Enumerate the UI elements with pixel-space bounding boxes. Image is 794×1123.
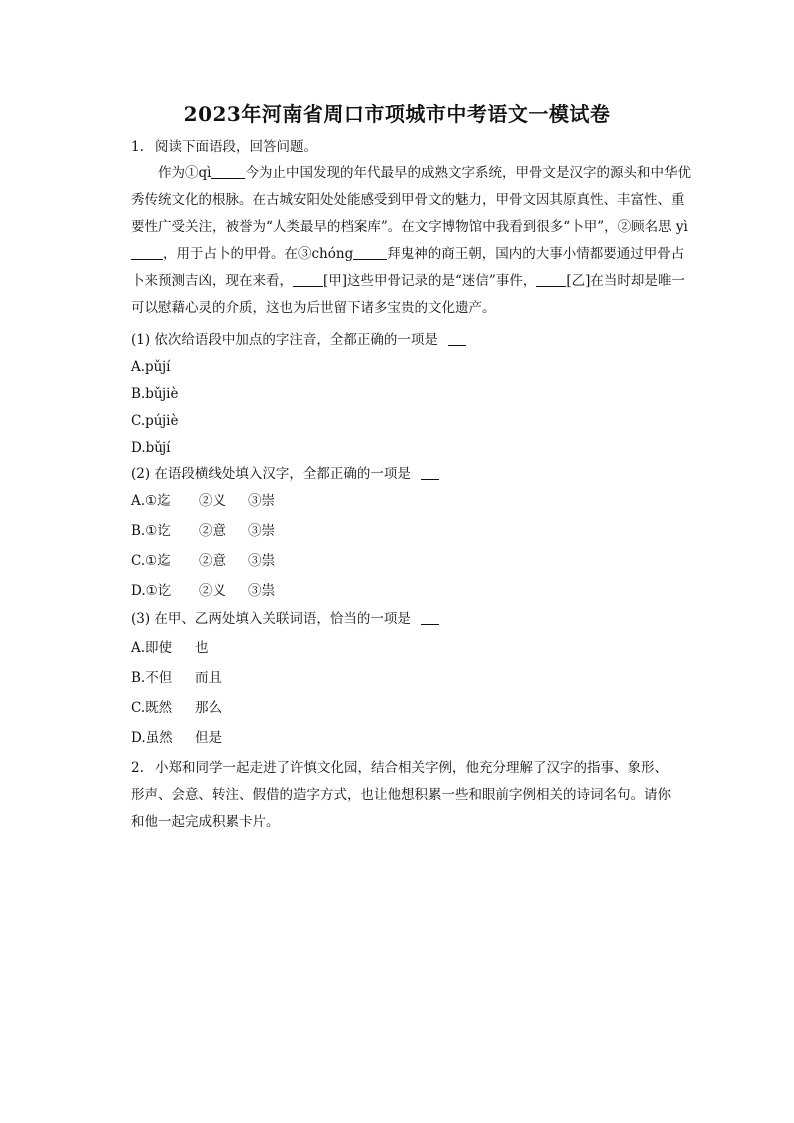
answer-blank (421, 610, 439, 625)
option-row (131, 385, 179, 403)
option-label: C.①迄 (131, 553, 171, 569)
option-part: jiè (162, 413, 179, 429)
option-label: B.不但 (131, 670, 173, 686)
option-part: 那么 (195, 700, 222, 716)
option-row (131, 729, 222, 747)
sub-question-1-prompt (131, 331, 466, 349)
option-part: jiè (162, 386, 179, 402)
option-part: ②义 (199, 583, 226, 599)
option-label: A.pǔ (131, 359, 163, 375)
sub-question-2-text: (2) 在语段横线处填入汉字，全都正确的一项是 (131, 466, 411, 482)
option-part: ②意 (199, 523, 226, 539)
option-part: ③祟 (248, 583, 275, 599)
question-2-line-1: 小郑和同学一起走进了许慎文化园，结合相关字例，他充分理解了汉字的指事、象形、 (155, 760, 668, 776)
question-2-line-3: 和他一起完成积累卡片。 (131, 814, 280, 830)
option-label: D.①讫 (131, 583, 172, 599)
option-part: ③崇 (248, 523, 275, 539)
sub-question-3-prompt (131, 610, 439, 628)
option-label: D.虽然 (131, 730, 173, 746)
option-part: jí (162, 359, 171, 375)
option-part: 而且 (195, 670, 222, 686)
option-part: 但是 (195, 730, 222, 746)
sub-question-2-prompt (131, 465, 439, 483)
option-part: 也 (195, 640, 209, 656)
option-part: jí (162, 440, 171, 456)
option-label: C.既然 (131, 700, 173, 716)
option-row (131, 412, 179, 430)
option-row (131, 582, 275, 600)
blank-2 (131, 245, 163, 260)
question-2-line-2: 形声、会意、转注、假借的造字方式，也让他想积累一些和眼前字例相关的诗词名句。请你 (131, 787, 671, 803)
blank-jia (293, 272, 323, 287)
question-2-number: 2. (131, 760, 144, 776)
blank-1 (211, 164, 245, 179)
option-label: C.pú (131, 413, 163, 429)
option-label: B.①讫 (131, 523, 171, 539)
passage-part-1: 作为①qì (158, 165, 212, 181)
option-part: ②意 (199, 553, 226, 569)
option-label: D.bǔ (131, 440, 163, 456)
option-row (131, 439, 171, 457)
option-row (131, 552, 275, 570)
blank-yi (536, 272, 566, 287)
option-part: ③祟 (248, 553, 275, 569)
option-row (131, 699, 222, 717)
blank-3 (353, 245, 387, 260)
answer-blank (448, 331, 466, 346)
option-label: A.①迄 (131, 493, 171, 509)
option-part: ②义 (199, 493, 226, 509)
sub-question-3-text: (3) 在甲、乙两处填入关联词语，恰当的一项是 (131, 611, 411, 627)
passage-part-2: 今为止中国发现的年代最早的成熟文字系统，甲骨文是汉字的源头和中华优秀传统文化的根脉。在古城安阳处处能感受到甲骨文的魅力，甲骨文因其原真性、丰富性、重要性广受关注，被誉为“人类最早的档案库”。在文字博物馆中我看到很多“卜甲”，②顾名思 yì (131, 165, 691, 235)
passage-part-5: [甲]这些甲骨记录的是“迷信”事件， (323, 273, 537, 289)
option-row (131, 358, 171, 376)
option-row (131, 639, 209, 657)
question-1-prompt: 阅读下面语段，回答问题。 (155, 139, 317, 155)
option-row (131, 522, 275, 540)
question-1-passage (131, 160, 695, 322)
question-1-number: 1. (131, 139, 144, 155)
passage-part-4: 拜鬼神的商王朝，国内的大事小情都要通过甲骨占卜来预测吉凶，现在来看， (131, 246, 685, 289)
option-part: ③崇 (248, 493, 275, 509)
passage-part-6: [乙]在当时却是唯一可以慰藉心灵的介质，这也为后世留下诸多宝贵的文化遗产。 (131, 273, 685, 316)
option-row (131, 492, 275, 510)
option-label: B.bǔ (131, 386, 163, 402)
sub-question-1-text: (1) 依次给语段中加点的字注音，全都正确的一项是 (131, 332, 438, 348)
option-row (131, 669, 222, 687)
option-label: A.即使 (131, 640, 173, 656)
answer-blank (421, 465, 439, 480)
passage-part-3: ，用于占卜的甲骨。在③chóng (163, 246, 354, 262)
page-title: 2023年河南省周口市项城市中考语文一模试卷 (183, 102, 611, 126)
